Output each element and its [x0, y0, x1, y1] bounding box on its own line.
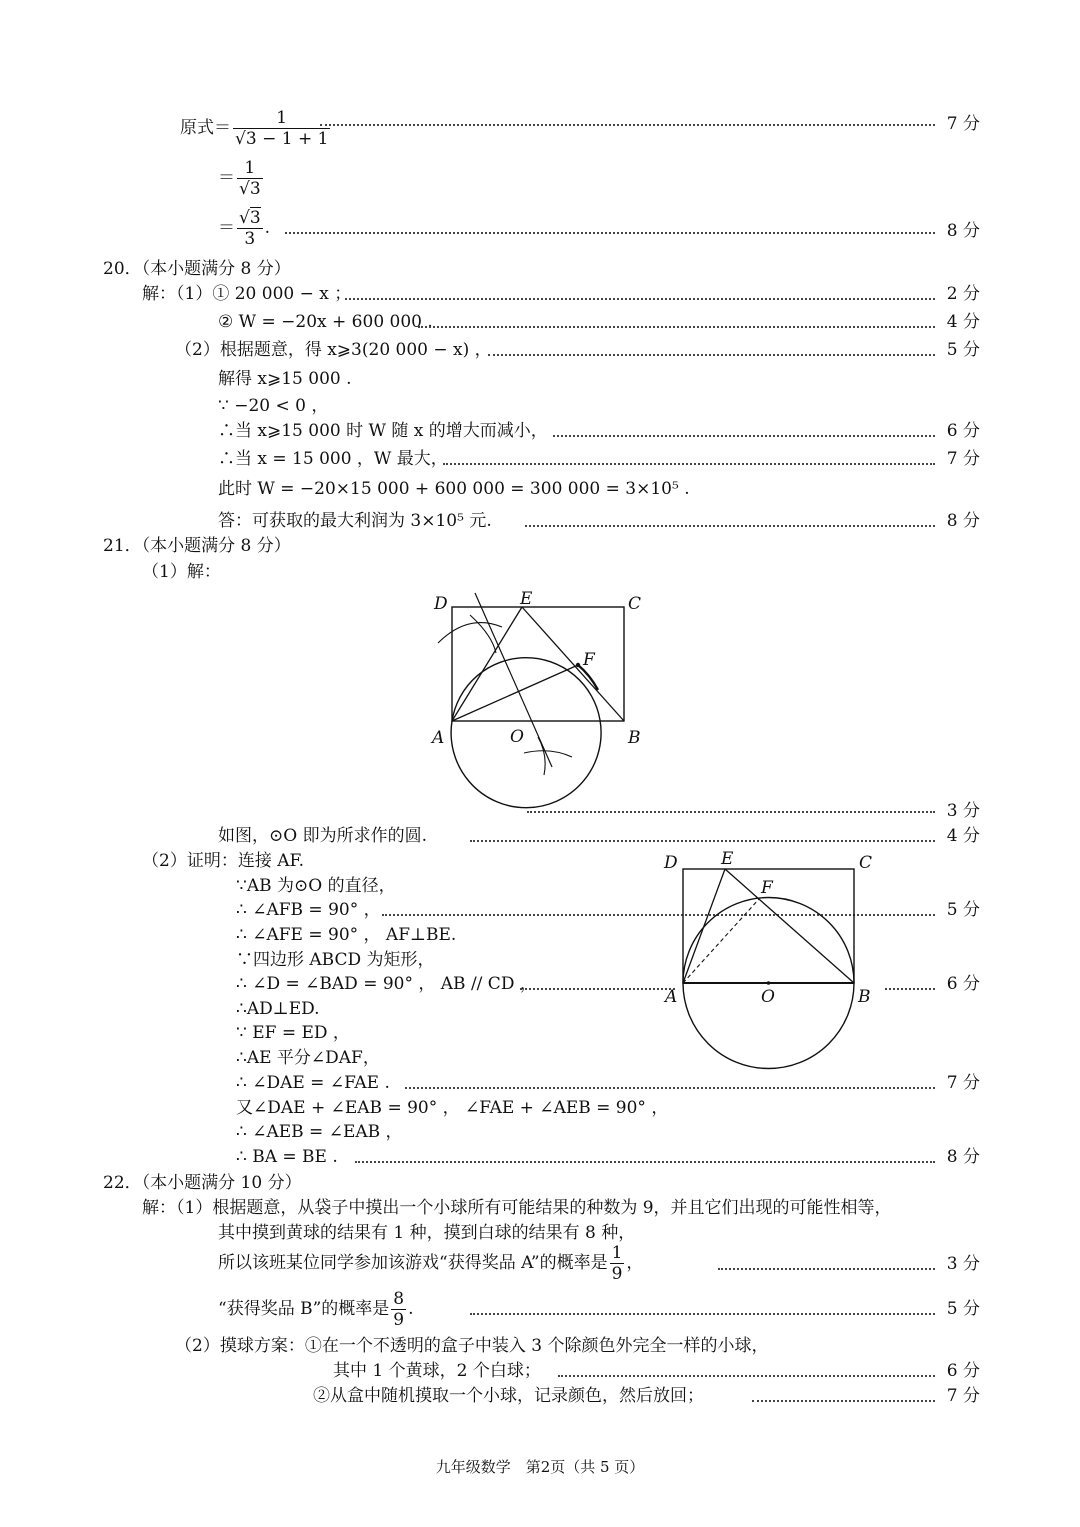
q20-line: ∴当 x⩾15 000 时 W 随 x 的增大而减小， [218, 421, 548, 441]
label-O: O [761, 987, 775, 1007]
score: 7 分 [946, 1386, 980, 1406]
p19-line1: 原式＝ $\frac{1}{√3 - 1 + 1}$ [180, 108, 329, 149]
q20-header: 20．（本小题满分 8 分） [103, 259, 291, 279]
score: 3 分 [946, 801, 980, 821]
p19-frac3: $\frac{√3}{3}$ [239, 208, 261, 249]
point-O [767, 981, 771, 985]
score: 2 分 [946, 284, 980, 304]
dotted-leader [470, 840, 935, 842]
segment-AE [452, 607, 522, 721]
score: 5 分 [946, 340, 980, 360]
dotted-leader [558, 1375, 935, 1377]
q22-line7: ②从盒中随机摸取一个小球，记录颜色，然后放回； [313, 1386, 704, 1406]
score: 7 分 [946, 449, 980, 469]
q21-header: 21．（本小题满分 8 分） [103, 536, 291, 556]
p19-line2: ＝ $\frac{1}{√3}$ [218, 158, 261, 199]
label-F: F [583, 650, 595, 670]
q20-line: ∵ −20 < 0 ， [218, 396, 329, 416]
proof-line: （2）证明：连接 AF. [142, 851, 305, 871]
proof-line: ∴ ∠AFB = 90° ， [236, 900, 381, 920]
circle-O-lower [451, 720, 601, 808]
score: 6 分 [946, 974, 980, 994]
score: 5 分 [946, 1299, 980, 1319]
score: 4 分 [946, 312, 980, 332]
q21-caption: 如图，⊙O 即为所求作的圆. [218, 826, 427, 846]
score: 3 分 [946, 1254, 980, 1274]
dotted-leader [470, 1313, 935, 1315]
label-A: A [432, 728, 445, 748]
score: 8 分 [946, 1147, 980, 1167]
score: 6 分 [946, 1361, 980, 1381]
q20-line: 解：（1）① 20 000 − x ； [142, 284, 352, 304]
p19-frac2: $\frac{1}{√3}$ [239, 158, 261, 199]
label-C: C [859, 853, 873, 873]
dotted-leader [885, 988, 935, 990]
label-E: E [520, 589, 533, 609]
label-E: E [721, 849, 734, 869]
dotted-leader [355, 1161, 935, 1163]
q22-line3: 所以该班某位同学参加该游戏“获得奖品 A”的概率是 $\frac{1}{9}$ ， [218, 1243, 644, 1284]
p19-line3: ＝ $\frac{√3}{3}$ . [218, 208, 271, 249]
page-footer: 九年级数学 第2页（共 5 页） [435, 1458, 645, 1476]
construction-figure [420, 585, 660, 810]
proof-line: ∵ EF = ED ， [236, 1023, 350, 1043]
label-F: F [761, 878, 773, 898]
segment-EB [522, 607, 624, 721]
dotted-leader [525, 525, 935, 527]
label-B: B [858, 987, 871, 1007]
dotted-leader [418, 326, 935, 328]
dotted-leader [553, 435, 935, 437]
dotted-leader [345, 298, 935, 300]
score: 8 分 [946, 511, 980, 531]
q20-line: 此时 W = −20×15 000 + 600 000 = 300 000 = 3×10⁵ . [218, 479, 690, 499]
proof-line: ∴ ∠AFE = 90° ， AF⊥BE. [236, 925, 457, 945]
q20-line: ∴当 x = 15 000 ，W 最大， [218, 449, 448, 469]
q20-line: 解得 x⩾15 000 . [218, 369, 352, 389]
q20-line: 答：可获取的最大利润为 3×10⁵ 元. [218, 511, 492, 531]
q22-header: 22．（本小题满分 10 分） [103, 1173, 302, 1193]
dotted-leader [320, 124, 935, 126]
construction-arc [470, 615, 496, 653]
proof-figure [655, 845, 890, 1073]
score: 5 分 [946, 900, 980, 920]
dotted-leader [488, 354, 935, 356]
dotted-leader [285, 232, 935, 234]
q21-sub1: （1）解： [142, 562, 221, 582]
q20-line: （2）根据题意，得 x⩾3(20 000 − x) ， [175, 340, 492, 360]
dotted-leader [752, 1400, 935, 1402]
score: 7 分 [946, 1073, 980, 1093]
score: 4 分 [946, 826, 980, 846]
proof-line: ∵四边形 ABCD 为矩形， [236, 950, 435, 970]
dotted-leader [405, 1087, 935, 1089]
segment-EB [725, 869, 854, 983]
dotted-leader [718, 1268, 935, 1270]
label-A: A [665, 987, 678, 1007]
q22-line5: （2）摸球方案：①在一个不透明的盒子中装入 3 个除颜色外完全一样的小球， [175, 1336, 769, 1356]
label-D: D [434, 594, 448, 614]
proof-line: ∴ ∠AEB = ∠EAB ， [236, 1122, 403, 1142]
q22-line1: 解：（1）根据题意，从袋子中摸出一个小球所有可能结果的种数为 9，并且它们出现的可能性相等， [142, 1198, 892, 1218]
segment-AE [683, 869, 725, 983]
construction-arc [524, 751, 572, 757]
proof-line: ∴ ∠DAE = ∠FAE . [236, 1073, 390, 1093]
proof-line: ∵AB 为⊙O 的直径， [236, 876, 396, 896]
fraction-1-9: $\frac{1}{9}$ [611, 1243, 623, 1284]
score: 8 分 [946, 221, 980, 241]
q20-line: ② W = −20x + 600 000 . [218, 312, 433, 332]
proof-line: ∴AE 平分∠DAF， [236, 1048, 380, 1068]
q22-line4: “获得奖品 B”的概率是 $\frac{8}{9}$ . [218, 1289, 414, 1330]
segment-AF [452, 665, 578, 721]
p19-frac1: $\frac{1}{√3 - 1 + 1}$ [235, 108, 329, 149]
label-O: O [510, 727, 524, 747]
proof-line: 又∠DAE + ∠EAB = 90° ， ∠FAE + ∠AEB = 90° ， [236, 1098, 669, 1118]
proof-line: ∴AD⊥ED. [236, 999, 320, 1019]
label-C: C [628, 594, 642, 614]
q22-line2: 其中摸到黄球的结果有 1 种，摸到白球的结果有 8 种， [218, 1223, 636, 1243]
label-D: D [664, 853, 678, 873]
q22-line6: 其中 1 个黄球，2 个白球； [333, 1361, 541, 1381]
score: 7 分 [946, 114, 980, 134]
dotted-leader [443, 463, 935, 465]
label-B: B [628, 728, 641, 748]
point-F [576, 663, 580, 667]
proof-line: ∴ ∠D = ∠BAD = 90° ， AB // CD ， [236, 974, 537, 994]
proof-line: ∴ BA = BE . [236, 1147, 338, 1167]
score: 6 分 [946, 421, 980, 441]
fraction-8-9: $\frac{8}{9}$ [393, 1289, 405, 1330]
dotted-leader [527, 811, 935, 813]
dotted-leader [520, 988, 675, 990]
